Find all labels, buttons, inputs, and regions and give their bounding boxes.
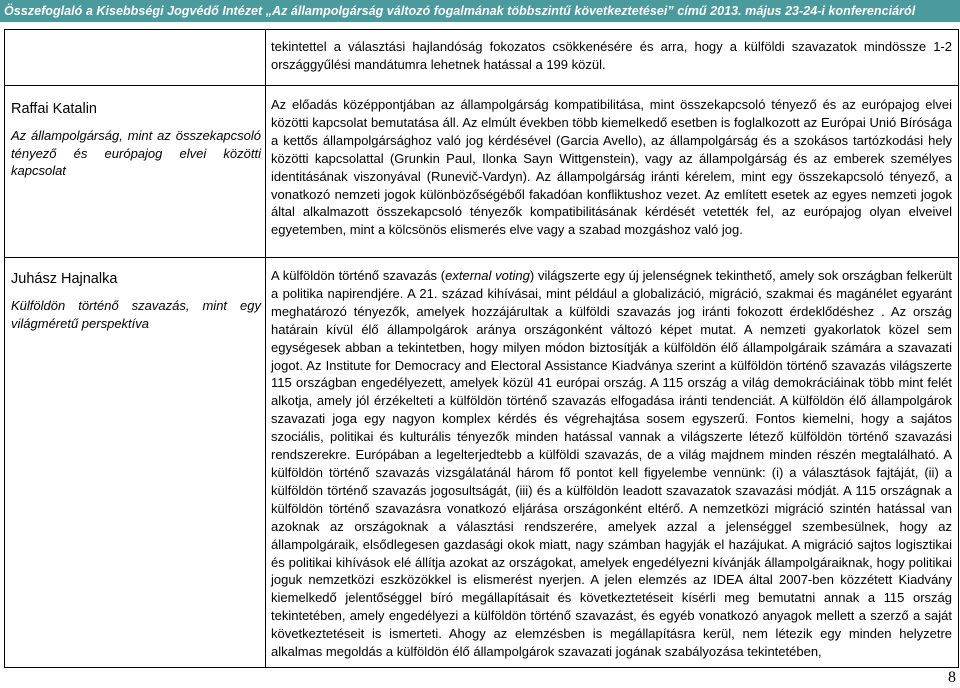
row-divider <box>5 257 958 258</box>
page-number: 8 <box>948 669 956 686</box>
row-2-abstract <box>271 267 952 661</box>
column-divider <box>265 30 266 667</box>
abstract-text: A külföldön történő szavazás ( <box>271 268 446 283</box>
document-header <box>0 0 960 22</box>
row-0-text: tekintettel a választási hajlandóság fokozatos csökkenésére és arra, hogy a külföldi szavazatok mindössze 1-2 országgyűlési mandátumra lehetnek hatással a 199 közül. <box>271 39 952 72</box>
talk-title: Külföldön történő szavazás, mint egy világméretű perspektíva <box>11 298 261 331</box>
row-1-abstract: Az előadás középpontjában az állampolgárság kompatibilitása, mint összekapcsoló tényező és az európajog elvei közötti kapcsolat bemutatása áll. Az elmúlt években több kiemelkedő esetben is foglalkozott az Európai Unió Bírósága a kettős állampolgársághoz való jog kérdésével (Garcia Avello), az állampolgárság és a szokásos tartózkodási hely közötti kapcsolattal (Grunkin Paul, Ilonka Sayn Wittgenstein), vagy az állampolgárság és az emberek személyes identitásának viszonyával (Runevič-Vardyn). Az állampolgárság iránti kérelem, mint egy összekapcsoló tényező, a vonatkozó nemzeti jogok különbözőségéből fakadóan konfliktushoz vezet. Az említett esetek az egyes nemzeti jogok által alkalmazott összekapcsoló tényezők kompatibilitásának kérdését vetették fel, az európajog olyan elveivel egyetemben, mint a kölcsönös elismerés elve vagy a szabad mozgáshoz való jog. <box>271 97 952 238</box>
speaker-name: Raffai Katalin <box>11 101 97 117</box>
header-title: Összefoglaló a Kisebbségi Jogvédő Intézet „Az állampolgárság változó fogalmának többszintű következtetései” című 2013. május 23-24-i konferenciáról <box>4 4 916 18</box>
summary-table <box>4 29 959 668</box>
abstract-text: ) világszerte egy új jelenségnek tekinthető, amely sok országban felkerült a politika napirendjére. A 21. század kihívásai, mint például a globalizáció, migráció, szakmai és magánélet egyaránt meghatározó tényezők, amelyek hozzájárultak a külföldi szavazás jog iránti fokozott érdeklődéshez . Az ország határain kívül élő állampolgárok aránya országonként változó képet mutat. A nemzeti gyakorlatok közel sem egységesek abban a tekintetben, hogy milyen módon biztosítják a külföldön élő állampolgáraik számára a szavazati jogot. Az Institute for Democracy and Electoral Assistance Kiadványa szerint a külföldön történő szavazás világszerte 115 országban engedélyezett, amelyek közül 41 európai ország. A 115 ország a világ demokráciáinak több mint felét alkotja, amely jól érzékelteti a külföldön történő szavazás elfogadása iránti tendenciát. A külföldön élő állampolgárok szavazati joga egy nagyon komplex kérdés és végrehajtása sosem egyszerű. Fontos kiemelni, hogy a sajátos szociális, politikai és kulturális tényezők minden hatással vannak a világszerte létező külföldön történő szavazási rendszerekre. Európában a legelterjedtebb a külföldi szavazás, de a világ majdnem minden részén megtalálható. A külföldön történő szavazás vizsgálatánál három fő pontot kell figyelembe vennünk: (i) a választások fajtáját, (ii) a külföldön történő szavazás jogosultságát, (iii) és a külföldön leadott szavazatok szavazási módját. A 115 országnak a külföldön történő szavazásra vonatkozó eljárása országonként eltérő. A nemzetközi migráció szintén hatással van azoknak az országoknak a választási rendszerére, amelyek azzal a jelenséggel szembesülnek, hogy az állampolgáraik, elsődlegesen gazdasági okok miatt, nagy számban hagyják el hazájukat. A migráció sajtos logisztikai és politikai kihívások elé állítja azokat az országokat, amelyek engedélyezni kívánják állampolgáraiknak, hogy politikai joguk nemzetközi eszközökkel is elismerést nyerjen. A jelen elemzés az IDEA által 2007-ben közzétett Kiadvány kiemelkedő jelentőséggel bíró megállapításait és következtetéseit kísérli meg bemutatni annak a 115 ország tekintetében, amely engedélyezi a külföldön történő szavazást, és egyéb vonatkozó anyagok mellett a szerző a saját következtetéseit is ismerteti. Ahogy az elemzésben is megállapításra kerül, nem létezik egy minden helyzetre alkalmas megoldás a külföldön élő állampolgárok szavazati jogának szabályozása tekintetében, <box>271 268 952 660</box>
speaker-name: Juhász Hajnalka <box>11 271 118 287</box>
row-1-speaker <box>11 100 261 180</box>
abstract-italic-term: external voting <box>445 268 530 283</box>
talk-title: Az állampolgárság, mint az összekapcsoló tényező és európajog elvei közötti kapcsolat <box>11 128 261 178</box>
row-2-speaker <box>11 270 261 332</box>
row-divider <box>5 85 958 86</box>
